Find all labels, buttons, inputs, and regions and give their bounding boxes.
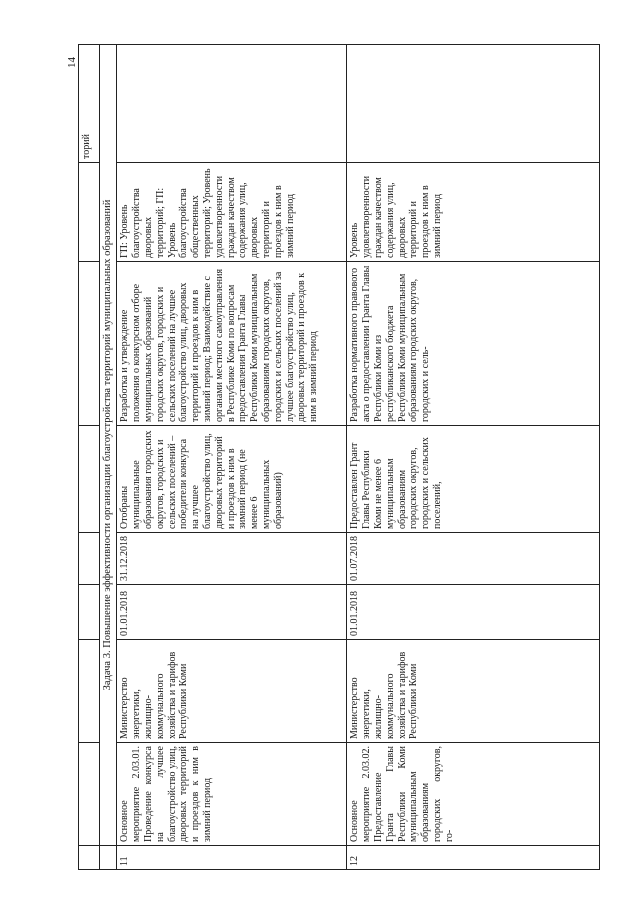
empty-cell [117, 45, 347, 163]
task-heading: Задача 3. Повышение эффективности организации благоустройства территорий муниципальных образований [100, 45, 117, 846]
empty-cell [347, 45, 600, 163]
rotated-page [60, 45, 570, 870]
result-cell: Отобраны муниципальные образования городских округов, городских и сельских поселений – победители конкурса на лучшее благоустройство улиц, дворовых территорий и проездов к ним в зимний период (не менее 6 муниципальных образований) [117, 426, 347, 533]
row-number: 12 [347, 846, 600, 870]
table-row [347, 45, 600, 870]
end-date-cell: 01.07.2018 [347, 533, 600, 585]
executor-cell: Министерство энергетики, жилищно-коммунального хозяйства и тарифов Республики Коми [347, 640, 600, 743]
row-number: 11 [117, 846, 347, 870]
indicators-cell: ГП: Уровень благоустройства дворовых территорий; ГП: Уровень благоустройства общественных территорий; Уровень удовлетворенности граждан качеством содержания улиц, дворовых территорий и проездов к ним в зимний период [117, 163, 347, 262]
start-date-cell: 01.01.2018 [117, 585, 347, 640]
start-date-cell: 01.01.2018 [347, 585, 600, 640]
measures-cell: Разработка нормативного правового акта о предоставлении Гранта Главы Республики Коми из республиканского бюджета Республики Коми муниципальным образованиям городских округов, городских и сель- [347, 262, 600, 426]
page-number: 14 [66, 57, 78, 68]
end-date-cell: 31.12.2018 [117, 533, 347, 585]
result-cell: Предоставлен Грант Главы Республики Коми не менее 6 муниципальным образованиям городских округов, городских и сельских поселений, [347, 426, 600, 533]
event-cell: Основное мероприятие 2.03.01. Проведение конкурса на лучшее благоустройство улиц, дворовых территорий и проездов к ним в зимний период [117, 743, 347, 846]
table-row [117, 45, 347, 870]
event-cell: Основное мероприятие 2.03.02. Предоставление Гранта Главы Республики Коми муниципальным образованиям городских округов, го- [347, 743, 600, 846]
continuation-row [79, 45, 100, 870]
executor-cell: Министерство энергетики, жилищно-коммунального хозяйства и тарифов Республики Коми [117, 640, 347, 743]
task-heading-row [100, 45, 117, 870]
indicators-cell: Уровень удовлетворенности граждан качеством содержания улиц, дворовых территорий и проездов к ним в зимний период [347, 163, 600, 262]
measures-cell: Разработка и утверждение положения о конкурсном отборе муниципальных образований городских округов, городских и сельских поселений на лучшее благоустройство улиц, дворовых территорий и проездов к ним в зимний период; Взаимодействие с органами местного самоуправления в Республике Коми по вопросам предоставления Гранта Главы Республики Коми муниципальным образованиям городских округов, городских и сельских поселений за лучшее благоустройство улиц, дворовых территорий и проездов к ним в зимний период [117, 262, 347, 426]
measures-table [78, 44, 600, 870]
header-fragment: торий [79, 45, 100, 163]
